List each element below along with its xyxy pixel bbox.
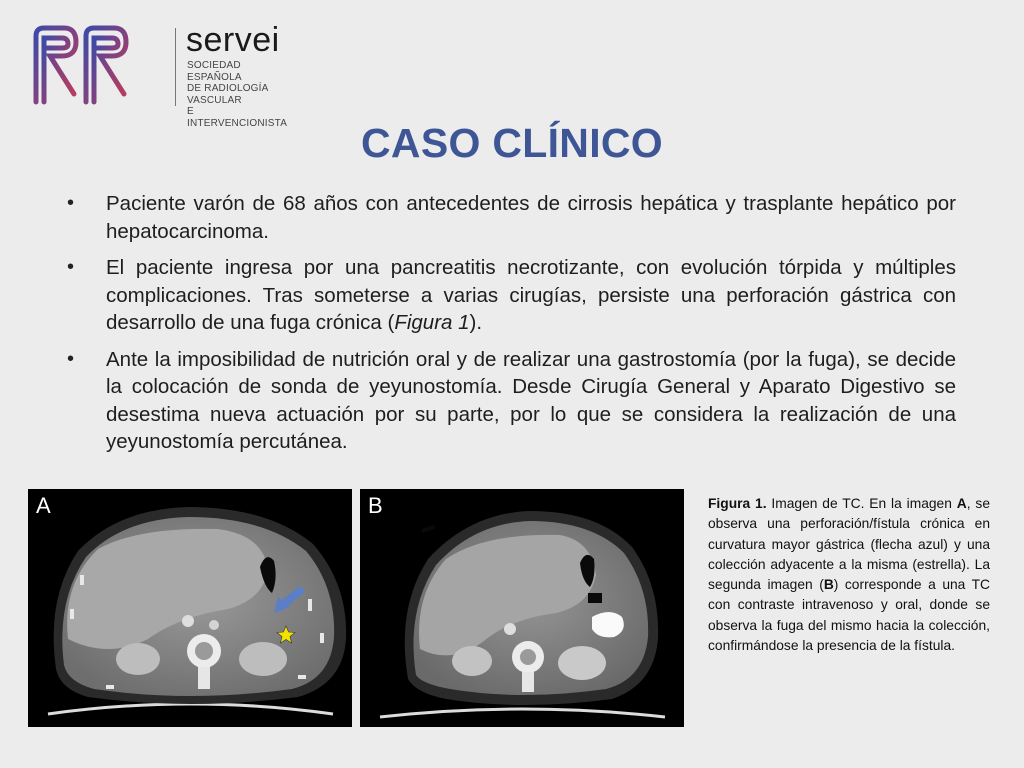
servei-logo [30, 21, 290, 129]
figure-caption [708, 494, 990, 656]
caption-bold: A [956, 496, 967, 511]
ct-scan-a-drawing [28, 489, 352, 727]
logo-subtitle-line: SOCIEDAD ESPAÑOLA [187, 60, 242, 83]
logo-subtitle [187, 60, 290, 129]
bullet-list [62, 190, 956, 465]
slide-title: CASO CLÍNICO [361, 120, 663, 166]
caption-bold: Figura 1. [708, 496, 767, 511]
bullet-text: Ante la imposibilidad de nutrición oral y de realizar una gastrostomía (por la fuga), se decide la colocación de sonda de yeyunostomía. Desde Cirugía General y Aparato Digestivo se desestima nueva actuación por su parte, por lo que se considera la realización de una yeyunostomía percutánea. [106, 347, 956, 453]
logo-subtitle-line: VASCULAR [187, 94, 242, 106]
logo-divider [175, 28, 176, 106]
ct-image-b [360, 489, 684, 727]
bullet-text-part: ). [469, 311, 483, 334]
bullet-marker: • [67, 192, 75, 214]
image-label-b: B [368, 493, 383, 518]
logo-subtitle-line: E INTERVENCIONISTA [187, 106, 288, 129]
bullet-item [62, 254, 956, 337]
bullet-text [106, 254, 956, 337]
bullet-marker: • [67, 347, 75, 370]
bullet-marker: • [67, 256, 75, 278]
bullet-item [62, 190, 956, 245]
bullet-text: Paciente varón de 68 años con antecedentes de cirrosis hepática y trasplante hepático por hepatocarcinoma. [106, 192, 956, 243]
logo-name: servei [186, 21, 280, 59]
ct-scan-b-drawing [360, 489, 684, 727]
image-label-a: A [36, 493, 51, 518]
ct-image-a [28, 489, 352, 727]
servei-logo-mark-icon [30, 22, 130, 108]
figure-reference: Figura 1 [394, 311, 470, 334]
bullet-text-part: El paciente ingresa por una pancreatitis necrotizante, con evolución tórpida y múltiples complicaciones. Tras someterse a varias cirugías, persiste una perforación gástrica con desarrollo de una fuga crónica ( [106, 256, 956, 334]
logo-subtitle-line: DE RADIOLOGÍA [187, 83, 269, 94]
caption-text: , se observa una perforación/fístula crónica en curvatura mayor gástrica (flecha azul) y una colección adyacente a la misma (estrella). La segunda imagen ( [708, 496, 990, 593]
caption-bold: B [823, 577, 834, 593]
caption-text: ) corresponde a una TC con contraste intravenoso y oral, donde se observa la fuga del mismo hacia la colección, confirmándose la presencia de la fístula. [708, 577, 990, 654]
caption-text: Imagen de TC. En la imagen [766, 496, 957, 511]
bullet-item [62, 346, 956, 456]
